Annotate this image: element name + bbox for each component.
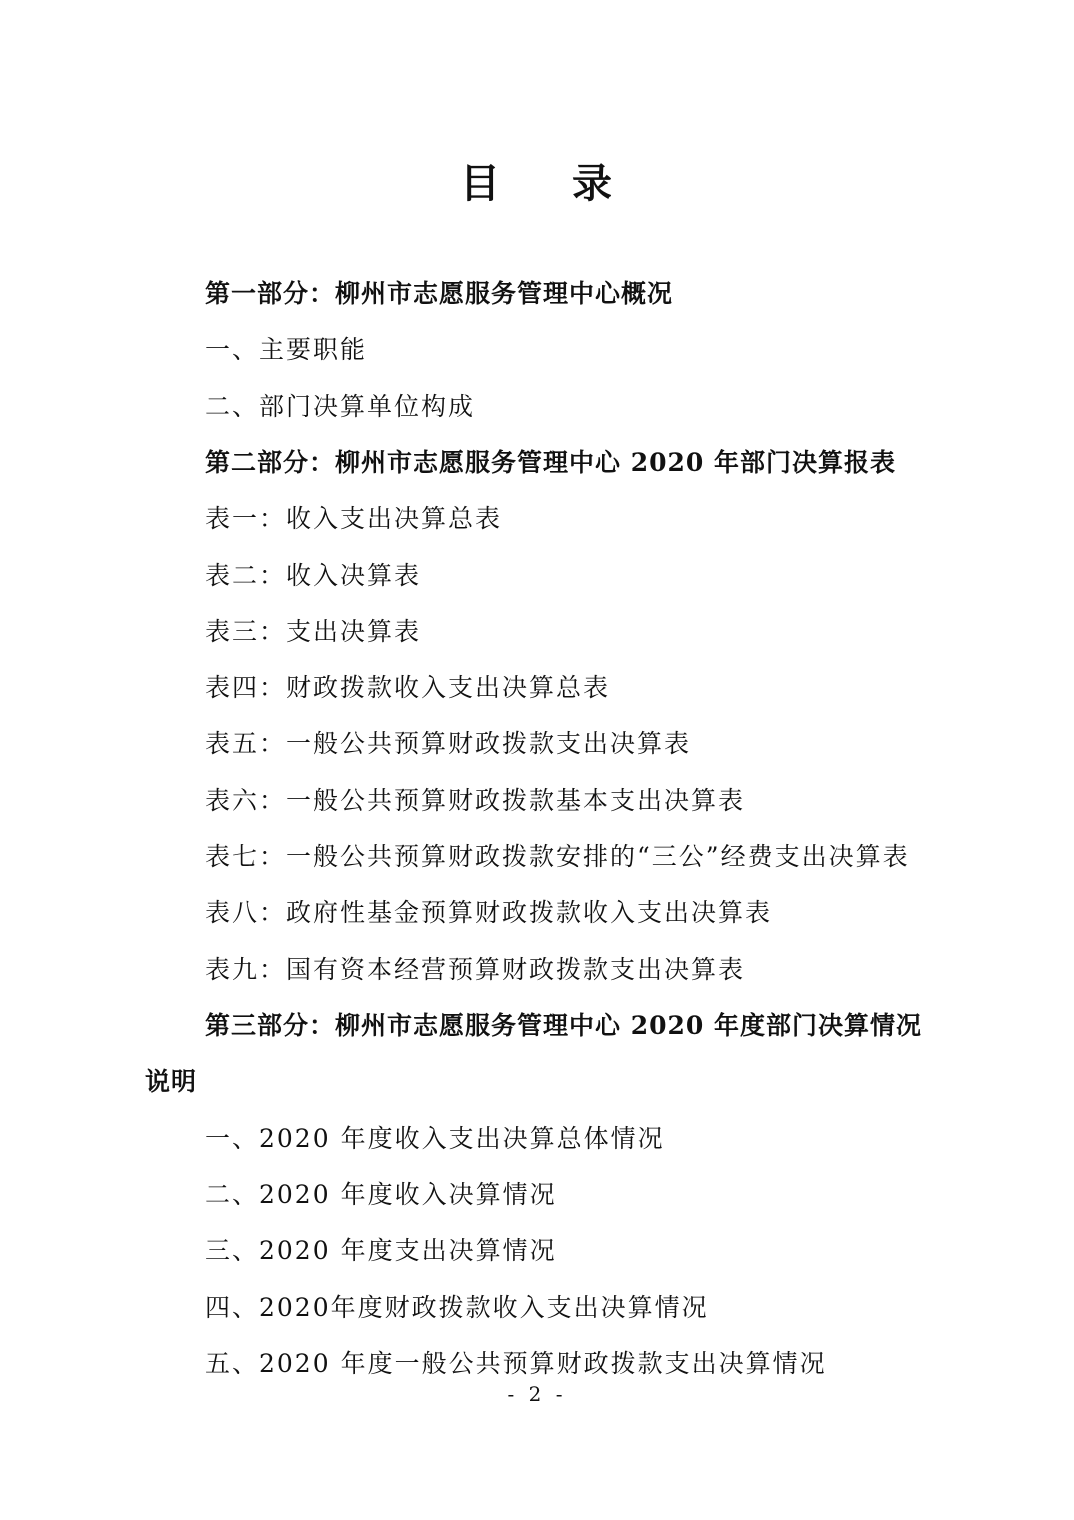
toc-item: 表一：收入支出决算总表 bbox=[205, 504, 503, 533]
toc-item: 五、2020 年度一般公共预算财政拨款支出决算情况 bbox=[205, 1349, 827, 1378]
toc-item: 表七：一般公共预算财政拨款安排的“三公”经费支出决算表 bbox=[205, 842, 910, 871]
toc-part-three-continuation: 说明 bbox=[145, 1067, 198, 1096]
title-char-right: 录 bbox=[572, 160, 614, 207]
toc-item: 表三：支出决算表 bbox=[205, 617, 422, 646]
toc-item: 表四：财政拨款收入支出决算总表 bbox=[205, 673, 611, 702]
toc-part-one: 第一部分：柳州市志愿服务管理中心概况 bbox=[205, 279, 674, 308]
toc-part-two: 第二部分：柳州市志愿服务管理中心 2020 年部门决算报表 bbox=[205, 448, 896, 477]
toc-item: 表二：收入决算表 bbox=[205, 561, 422, 590]
toc-item: 表六：一般公共预算财政拨款基本支出决算表 bbox=[205, 786, 746, 815]
page-title bbox=[0, 152, 1074, 209]
toc-item: 四、2020年度财政拨款收入支出决算情况 bbox=[205, 1293, 709, 1322]
toc-item: 表五：一般公共预算财政拨款支出决算表 bbox=[205, 729, 692, 758]
toc-part-three: 第三部分：柳州市志愿服务管理中心 2020 年度部门决算情况 bbox=[205, 1011, 922, 1040]
toc-item: 一、主要职能 bbox=[205, 335, 368, 364]
toc-item: 表八：政府性基金预算财政拨款收入支出决算表 bbox=[205, 898, 773, 927]
toc-item: 三、2020 年度支出决算情况 bbox=[205, 1236, 557, 1265]
toc-item: 二、部门决算单位构成 bbox=[205, 392, 476, 421]
toc-item: 表九：国有资本经营预算财政拨款支出决算表 bbox=[205, 955, 746, 984]
page-number: - 2 - bbox=[507, 1382, 567, 1406]
title-char-left: 目 bbox=[460, 160, 502, 207]
toc-item: 二、2020 年度收入决算情况 bbox=[205, 1180, 557, 1209]
toc-item: 一、2020 年度收入支出决算总体情况 bbox=[205, 1124, 665, 1153]
